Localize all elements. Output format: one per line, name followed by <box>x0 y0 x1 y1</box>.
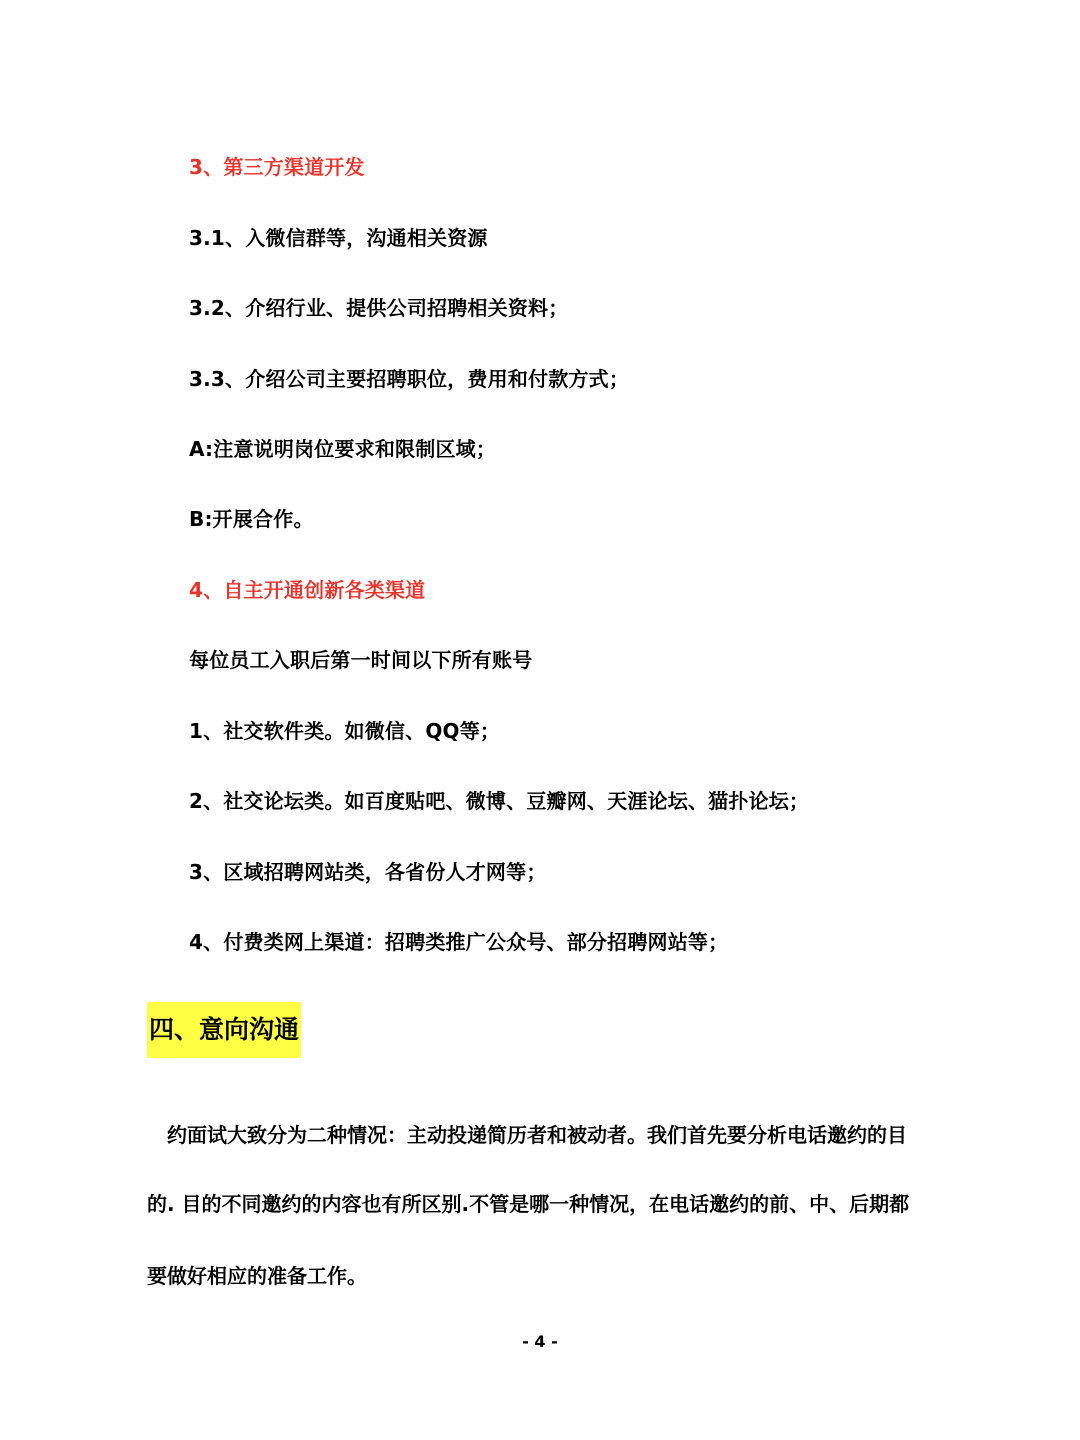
paragraph-line-2: 的. 目的不同邀约的内容也有所区别.不管是哪一种情况，在电话邀约的前、中、后期都 <box>147 1192 910 1216</box>
list-item-4-3: 3、区域招聘网站类，各省份人才网等； <box>189 860 547 884</box>
section-heading-intention-communication: 四、意向沟通 <box>147 1002 301 1058</box>
list-item-b: B:开展合作。 <box>189 507 314 531</box>
list-item-a: A:注意说明岗位要求和限制区域； <box>189 437 497 461</box>
subheading-self-developed-channels: 4、自主开通创新各类渠道 <box>189 578 426 602</box>
list-item-4-2: 2、社交论坛类。如百度贴吧、微博、豆瓣网、天涯论坛、猫扑论坛； <box>189 789 810 813</box>
intro-text: 每位员工入职后第一时间以下所有账号 <box>189 648 533 672</box>
paragraph-line-3: 要做好相应的准备工作。 <box>147 1264 367 1288</box>
list-item-4-4: 4、付费类网上渠道：招聘类推广公众号、部分招聘网站等； <box>189 930 729 954</box>
list-item-4-1: 1、社交软件类。如微信、QQ等； <box>189 719 501 743</box>
list-item-3-1: 3.1、入微信群等，沟通相关资源 <box>189 226 488 250</box>
page-number: - 4 - <box>522 1332 558 1351</box>
paragraph-line-1: 约面试大致分为二种情况：主动投递简历者和被动者。我们首先要分析电话邀约的目 <box>167 1123 907 1147</box>
list-item-3-2: 3.2、介绍行业、提供公司招聘相关资料； <box>189 296 569 320</box>
subheading-third-party-channels: 3、第三方渠道开发 <box>189 155 365 179</box>
list-item-3-3: 3.3、介绍公司主要招聘职位，费用和付款方式； <box>189 367 630 391</box>
